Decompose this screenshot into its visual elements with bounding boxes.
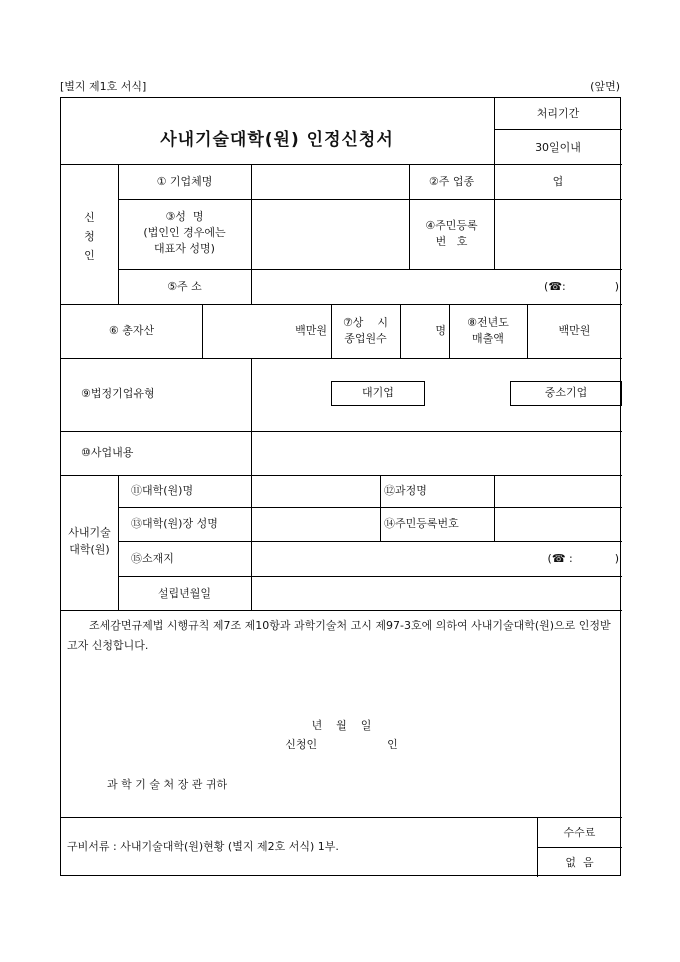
- founded-date-field[interactable]: [252, 577, 621, 610]
- prior-year-sales-label: ⑧전년도 매출액: [467, 316, 509, 345]
- total-assets-unit[interactable]: 백만원: [295, 324, 327, 337]
- representative-name-field[interactable]: [252, 200, 408, 269]
- divider: [537, 847, 622, 848]
- university-phone[interactable]: (☎ : ): [547, 552, 619, 565]
- applicant-group-label: 신 청 인: [84, 211, 95, 262]
- university-head-label: ⑬대학(원)장 성명: [131, 517, 218, 530]
- divider: [61, 358, 622, 359]
- addressee: 과 학 기 술 처 장 관 귀하: [107, 778, 228, 791]
- university-head-field[interactable]: [252, 508, 379, 541]
- head-resident-number-field[interactable]: [495, 508, 621, 541]
- fee-value: 없 음: [565, 856, 594, 869]
- divider: [61, 610, 622, 611]
- processing-period-label: 처리기간: [536, 107, 580, 120]
- applicant-signature-line[interactable]: 신청인 인: [285, 738, 398, 751]
- applicant-phone[interactable]: (☎: ): [544, 280, 619, 293]
- prior-year-sales-unit[interactable]: 백만원: [558, 324, 591, 337]
- divider: [494, 129, 622, 130]
- application-date[interactable]: 년 월 일: [311, 719, 372, 732]
- application-statement: 조세감면규제법 시행규칙 제7조 제10항과 과학기술처 고시 제97-3호에 의하여 사내기술대학(원)으로 인정받고자 신청합니다.: [67, 619, 611, 652]
- business-description-label: ⑩사업내용: [81, 446, 134, 459]
- employees-label: ⑦상 시 종업원수: [342, 316, 389, 345]
- industry-label: ②주 업종: [428, 175, 475, 188]
- form-title: 사내기술대학(원) 인정신청서: [160, 130, 394, 150]
- head-resident-number-label: ⑭주민등록번호: [384, 517, 459, 530]
- university-group-label: 사내기술 대학(원): [68, 526, 111, 556]
- course-name-label: ⑫과정명: [384, 484, 427, 497]
- founded-date-label: 설립년월일: [157, 587, 212, 600]
- business-description-field[interactable]: [252, 432, 621, 475]
- resident-number-field[interactable]: [495, 200, 621, 269]
- total-assets-label: ⑥ 총자산: [108, 324, 155, 337]
- company-name-label: ① 기업체명: [156, 175, 213, 188]
- divider: [61, 304, 622, 305]
- location-label: ⑮소재지: [131, 552, 174, 565]
- company-name-field[interactable]: [252, 165, 408, 199]
- employees-unit[interactable]: 명: [435, 324, 446, 337]
- representative-name-label: ③성 명 (법인인 경우에는 대표자 성명): [143, 210, 226, 255]
- course-name-field[interactable]: [495, 476, 621, 507]
- form-number: [별지 제1호 서식]: [60, 80, 147, 93]
- divider: [380, 475, 381, 541]
- industry-field[interactable]: 업: [552, 175, 564, 188]
- large-enterprise-option[interactable]: 대기업: [331, 381, 425, 406]
- required-documents: 구비서류 : 사내기술대학(원)현황 (별지 제2호 서식) 1부.: [67, 840, 339, 853]
- address-label: ⑤주 소: [167, 280, 202, 293]
- resident-number-label: ④주민등록 번 호: [425, 219, 478, 248]
- page-side-label: (앞면): [590, 80, 620, 93]
- university-name-label: ⑪대학(원)명: [131, 484, 194, 497]
- processing-period-value: 30일이내: [535, 141, 581, 154]
- application-form: [60, 97, 621, 876]
- fee-label: 수수료: [563, 826, 596, 839]
- university-name-field[interactable]: [252, 476, 379, 507]
- sme-option[interactable]: 중소기업: [510, 381, 622, 406]
- corporate-type-label: ⑨법정기업유형: [81, 387, 155, 400]
